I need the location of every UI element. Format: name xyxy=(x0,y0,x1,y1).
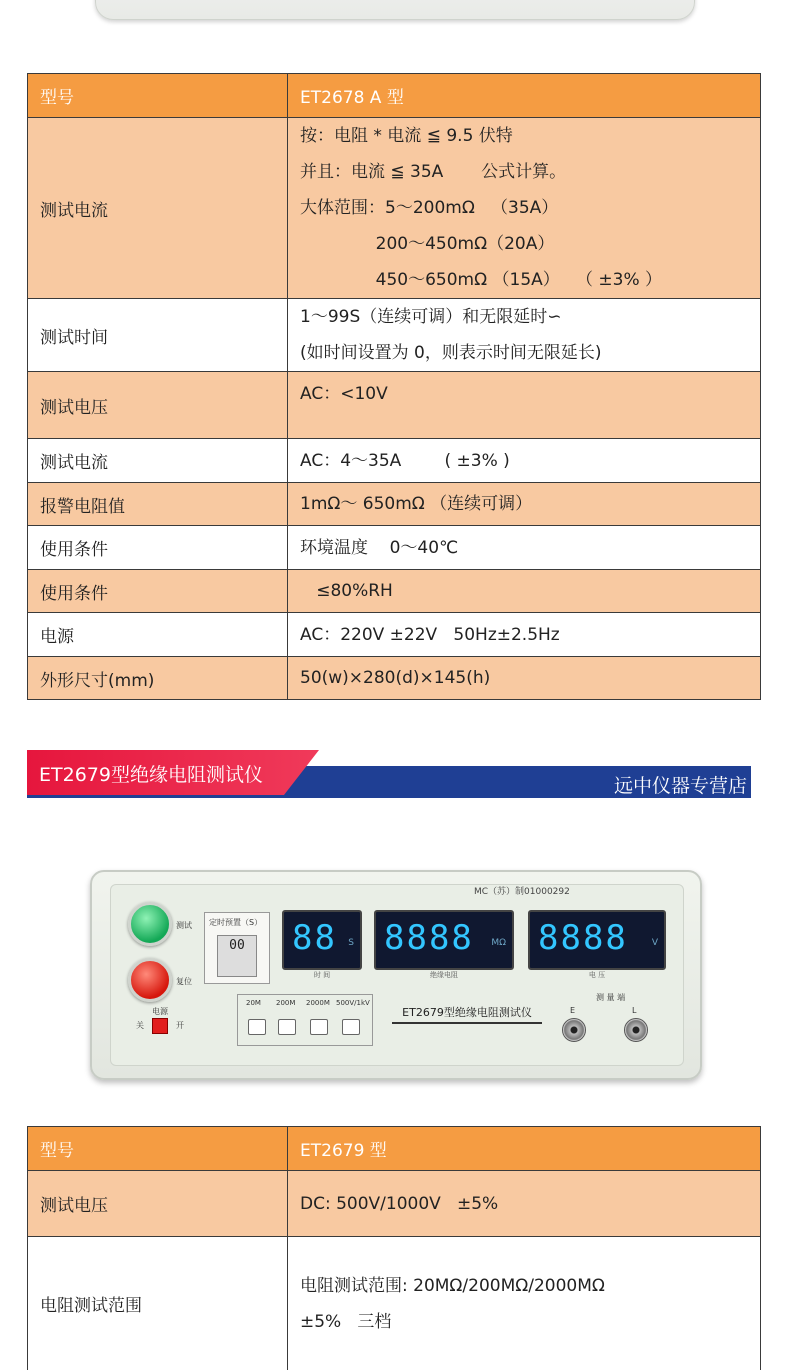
range-label: 500V/1kV xyxy=(336,999,370,1007)
terminal-l-label: L xyxy=(632,1006,637,1015)
value-line: 450～650mΩ （15A） （ ±3% ） xyxy=(300,270,662,290)
value-line: 50(w)×280(d)×145(h) xyxy=(300,668,491,688)
banner-title: ET2679型绝缘电阻测试仪 xyxy=(39,764,263,786)
value-line: AC：4～35A ( ±3% ) xyxy=(300,450,510,471)
power-off-label: 关 xyxy=(136,1021,144,1030)
terminal-e-label: E xyxy=(570,1006,576,1015)
row-key: 测试电压 xyxy=(28,372,288,439)
row-value xyxy=(288,439,761,483)
range-selector-panel xyxy=(237,994,373,1046)
bnc-terminal-l xyxy=(624,1018,648,1042)
table-row xyxy=(28,118,761,299)
previous-device-image xyxy=(95,0,695,20)
value-line: (如时间设置为 0，则表示时间无限延长) xyxy=(300,343,602,363)
row-value xyxy=(288,526,761,570)
table-row xyxy=(28,657,761,700)
table-row xyxy=(28,1237,761,1370)
row-key: 使用条件 xyxy=(28,570,288,613)
certification-mark: MC（苏）制01000292 xyxy=(474,887,570,897)
range-label: 2000M xyxy=(306,999,330,1007)
value-line: AC：220V ±22V 50Hz±2.5Hz xyxy=(300,624,560,645)
value-line: 按：电阻 * 电流 ≦ 9.5 伏特 xyxy=(300,126,513,146)
time-display-unit: S xyxy=(348,938,354,948)
table-header-row xyxy=(28,1127,761,1171)
row-value xyxy=(288,299,761,372)
row-key: 电源 xyxy=(28,613,288,657)
row-value xyxy=(288,1171,761,1237)
header-value: ET2679 型 xyxy=(288,1127,761,1171)
header-value: ET2678 A 型 xyxy=(288,74,761,118)
time-display xyxy=(282,910,362,979)
row-key: 测试电压 xyxy=(28,1171,288,1237)
time-display-value: 88 xyxy=(292,918,337,958)
header-key: 型号 xyxy=(28,74,288,118)
bnc-terminal-e xyxy=(562,1018,586,1042)
row-value xyxy=(288,483,761,526)
header-key: 型号 xyxy=(28,1127,288,1171)
row-value xyxy=(288,570,761,613)
voltage-display-unit: V xyxy=(651,938,658,948)
range-button xyxy=(342,1019,360,1035)
table-row xyxy=(28,372,761,439)
value-line: 1mΩ～ 650mΩ （连续可调） xyxy=(300,494,533,514)
test-label: 测试 xyxy=(176,921,192,930)
row-key: 测试电流 xyxy=(28,439,288,483)
value-line: ±5% 三档 xyxy=(300,1311,392,1332)
value-line: 200～450mΩ（20A） xyxy=(300,234,555,254)
value-line: DC: 500V/1000V ±5% xyxy=(300,1193,499,1214)
row-key: 电阻测试范围 xyxy=(28,1237,288,1370)
row-key: 测试电流 xyxy=(28,118,288,299)
table-row xyxy=(28,299,761,372)
timer-preset-panel xyxy=(204,912,270,984)
range-button xyxy=(278,1019,296,1035)
row-value xyxy=(288,613,761,657)
value-line: 大体范围：5～200mΩ （35A） xyxy=(300,198,559,218)
row-value xyxy=(288,372,761,439)
model-nameplate: ET2679型绝缘电阻测试仪 xyxy=(392,1002,542,1024)
spec-table-et2679 xyxy=(27,1126,761,1370)
voltage-display-caption: 电 压 xyxy=(588,971,606,979)
table-row xyxy=(28,1171,761,1237)
shop-name: 远中仪器专营店 xyxy=(613,775,747,797)
row-value xyxy=(288,118,761,299)
time-display-caption: 时 间 xyxy=(313,971,331,979)
power-on-label: 开 xyxy=(176,1021,184,1030)
reset-label: 复位 xyxy=(176,977,192,986)
value-line: 环境温度 0～40℃ xyxy=(300,537,459,558)
test-button xyxy=(128,902,172,946)
spec-table-et2678a xyxy=(27,73,761,700)
resistance-display-caption: 绝缘电阻 xyxy=(430,971,458,979)
resistance-display-unit: MΩ xyxy=(491,938,506,948)
timer-label: 定时预置（S） xyxy=(209,918,263,927)
value-line: ≤80%RH xyxy=(300,581,393,601)
table-row xyxy=(28,483,761,526)
device-image-et2679 xyxy=(90,870,702,1080)
value-line: 电阻测试范围: 20MΩ/200MΩ/2000MΩ xyxy=(300,1275,605,1296)
terminal-label: 测 量 端 xyxy=(596,993,626,1002)
row-key: 报警电阻值 xyxy=(28,483,288,526)
table-row xyxy=(28,613,761,657)
table-row xyxy=(28,570,761,613)
value-line: 1～99S（连续可调）和无限延时∽ xyxy=(300,307,562,327)
reset-button xyxy=(128,958,172,1002)
resistance-display-value: 8888 xyxy=(384,918,474,958)
value-line: AC：<10V xyxy=(300,384,388,404)
range-button xyxy=(248,1019,266,1035)
table-row xyxy=(28,439,761,483)
section-banner xyxy=(27,750,751,798)
voltage-display xyxy=(528,910,666,979)
row-key: 测试时间 xyxy=(28,299,288,372)
resistance-display xyxy=(374,910,514,979)
table-header-row xyxy=(28,74,761,118)
power-label: 电源 xyxy=(152,1007,168,1016)
value-line: 并且：电流 ≦ 35A 公式计算。 xyxy=(300,162,567,182)
row-key: 外形尺寸(mm) xyxy=(28,657,288,700)
range-label: 200M xyxy=(276,999,296,1007)
table-row xyxy=(28,526,761,570)
timer-digits: 00 xyxy=(217,935,257,977)
power-switch xyxy=(152,1018,168,1034)
row-value xyxy=(288,1237,761,1370)
range-label: 20M xyxy=(246,999,261,1007)
row-value xyxy=(288,657,761,700)
range-button xyxy=(310,1019,328,1035)
row-key: 使用条件 xyxy=(28,526,288,570)
voltage-display-value: 8888 xyxy=(538,918,628,958)
